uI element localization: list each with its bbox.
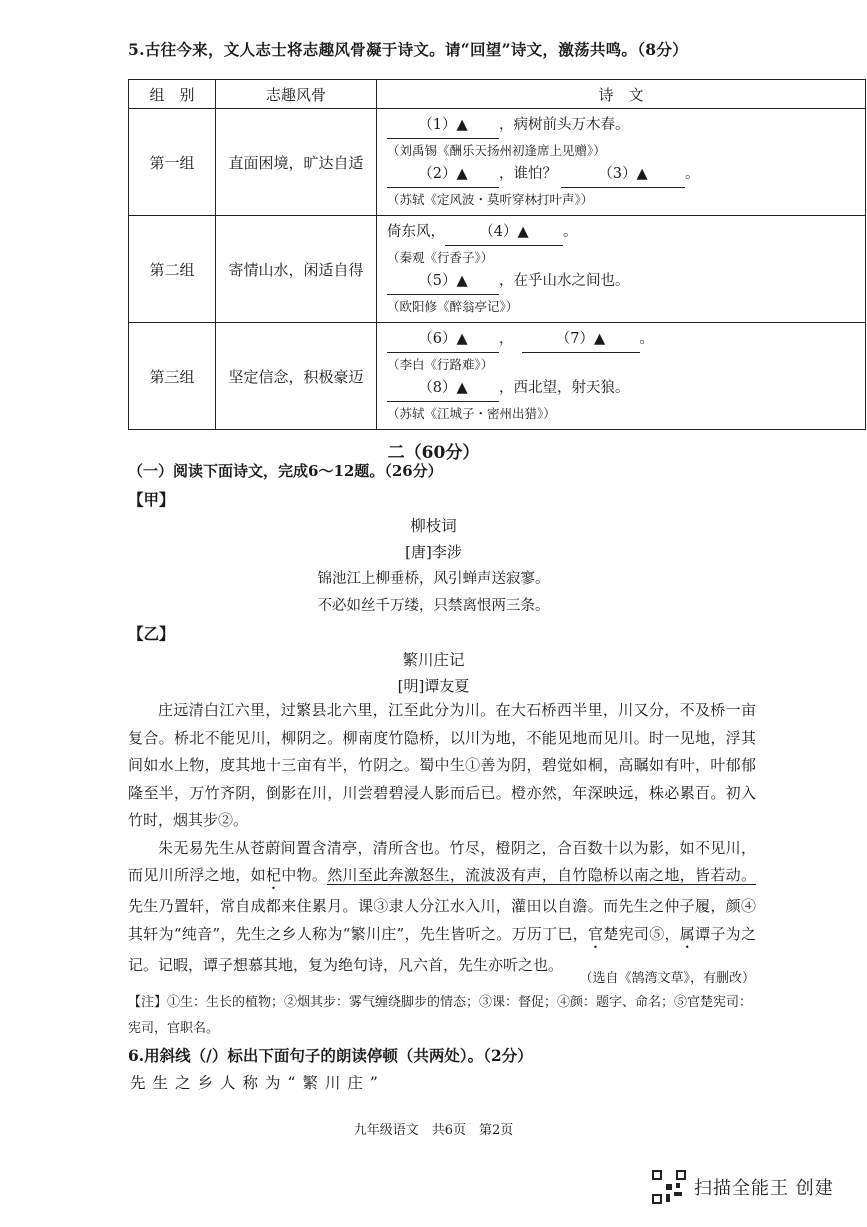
- verse-line: （2）▲ ，谁怕？ （3）▲ 。: [387, 162, 855, 188]
- table-header-row: [129, 80, 866, 109]
- table-row-group-2: [129, 216, 866, 323]
- emphasized-char: 杞: [265, 866, 282, 884]
- verse-source: （苏轼《江城子・密州出猎》）: [387, 406, 556, 421]
- scanner-watermark: [652, 1170, 834, 1204]
- essay-source: （选自《鹄湾文草》，有删改）: [579, 971, 755, 986]
- verse-source: （刘禹锡《酬乐天扬州初逢席上见赠》）: [387, 143, 606, 158]
- essay-paragraph-2: 朱无易先生从苍蔚间置含清亭，清所含也。竹尽，橙阴之，合百数十以为影，如不见川，而见川所浮之地，如杞中物。然川至此奔激怒生，流波汲有声，自竹隐桥以南之地，皆若动。先生乃置轩，常自成都来住累月。课③隶人分江水入川，灌田以自澹。而先生之仲子履，颜④其轩为“纯音”，先生之乡人称为“繁川庄”，先生皆听之。万历丁巳，官楚宪司⑤，属谭子为之记。记暇，谭子想慕其地，复为绝句诗，凡六首，先生亦听之也。: [128, 838, 756, 974]
- header-theme: 志趣风骨: [216, 80, 377, 109]
- fill-blank[interactable]: （6）▲: [387, 327, 499, 353]
- fill-blank[interactable]: （8）▲: [387, 376, 499, 402]
- group-name: 第二组: [129, 216, 216, 323]
- verse-line: （8）▲ ，西北望，射天狼。: [387, 376, 855, 402]
- group-name: 第三组: [129, 323, 216, 430]
- fill-blank[interactable]: （2）▲: [387, 162, 499, 188]
- question-6-prompt: 6.用斜线（/）标出下面句子的朗读停顿（共两处）。（2分）: [128, 1046, 533, 1065]
- verse-line: （6）▲ ， （7）▲ 。: [387, 327, 855, 353]
- fill-blank[interactable]: （5）▲: [387, 269, 499, 295]
- poem-title: 柳枝词: [410, 517, 457, 535]
- verse-line: （1）▲ ，病树前头万木春。: [387, 113, 855, 139]
- passage-tag-yi: 【乙】: [128, 624, 175, 643]
- subsection-1-prompt: （一）阅读下面诗文，完成6～12题。（26分）: [128, 462, 443, 480]
- section-2-title: 二（60分）: [387, 443, 480, 463]
- question-6-sentence: 先生之乡人称为“繁川庄”: [130, 1074, 385, 1092]
- essay-body: [128, 697, 756, 979]
- poem-line-1: 锦池江上柳垂桥，风引蝉声送寂寥。: [317, 571, 550, 587]
- verse-cell: [377, 109, 866, 216]
- verse-line: （5）▲ ，在乎山水之间也。: [387, 269, 855, 295]
- verse-cell: [377, 323, 866, 430]
- brand-text: 扫描全能王 创建: [694, 1178, 834, 1199]
- group-theme: 直面困境，旷达自适: [216, 109, 377, 216]
- table-row-group-1: [129, 109, 866, 216]
- verse-source: （李白《行路难》）: [387, 357, 494, 372]
- group-theme: 坚定信念，积极豪迈: [216, 323, 377, 430]
- annotations: 【注】①生：生长的植物；②烟其步：雾气缠绕脚步的情态；③课：督促；④颜：题字、命名；⑤官楚宪司：宪司，官职名。: [128, 995, 753, 1036]
- poem-line-2: 不必如丝千万缕，只禁离恨两三条。: [317, 598, 550, 614]
- verse-source: （欧阳修《醉翁亭记》）: [387, 299, 519, 314]
- poetry-table: [128, 79, 866, 430]
- passage-tag-jia: 【甲】: [128, 490, 175, 509]
- essay-title: 繁川庄记: [402, 651, 465, 669]
- verse-cell: [377, 216, 866, 323]
- header-group: 组 别: [129, 80, 216, 109]
- fill-blank[interactable]: （7）▲: [522, 327, 640, 353]
- verse-source: （苏轼《定风波・莫听穿林打叶声》）: [387, 192, 594, 207]
- question-5-prompt: 5.古往今来，文人志士将志趣风骨凝于诗文。请“回望”诗文，激荡共鸣。（8分）: [128, 40, 688, 59]
- fill-blank[interactable]: （1）▲: [387, 113, 499, 139]
- page-footer: 九年级语文 共6页 第2页: [353, 1123, 514, 1138]
- essay-author: [明]谭友夏: [397, 677, 470, 695]
- verse-source: （秦观《行香子》）: [387, 250, 494, 265]
- poem-author: [唐]李涉: [405, 543, 462, 561]
- table-row-group-3: [129, 323, 866, 430]
- emphasized-char: 官: [588, 924, 604, 943]
- verse-line: 倚东风， （4）▲ 。: [387, 220, 855, 246]
- group-name: 第一组: [129, 109, 216, 216]
- fill-blank[interactable]: （3）▲: [561, 162, 685, 188]
- qr-code-icon: [652, 1170, 686, 1204]
- essay-paragraph-1: 庄远清白江六里，过繁县北六里，江至此分为川。在大石桥西半里，川又分，不及桥一亩复合。桥北不能见川，柳阴之。柳南度竹隐桥，以川为地，不能见地而见川。时一见地，浮其间如水上物，度其地十三亩有半，竹阴之。蜀中生①善为阴，碧觉如桐，高瞩如有叶，叶郁郁隆至半，万竹齐阴，倒影在川，川尝碧碧浸人影而后已。橙亦然，年深映远，株必累百。初入竹时，烟其步②。: [128, 701, 756, 829]
- emphasized-char: 属: [679, 924, 696, 943]
- group-theme: 寄情山水，闲适自得: [216, 216, 377, 323]
- header-verse: 诗 文: [377, 80, 866, 109]
- underlined-sentence: 然川至此奔激怒生，流波汲有声，自竹隐桥以南之地，皆若动。: [327, 866, 756, 884]
- fill-blank[interactable]: （4）▲: [445, 220, 563, 246]
